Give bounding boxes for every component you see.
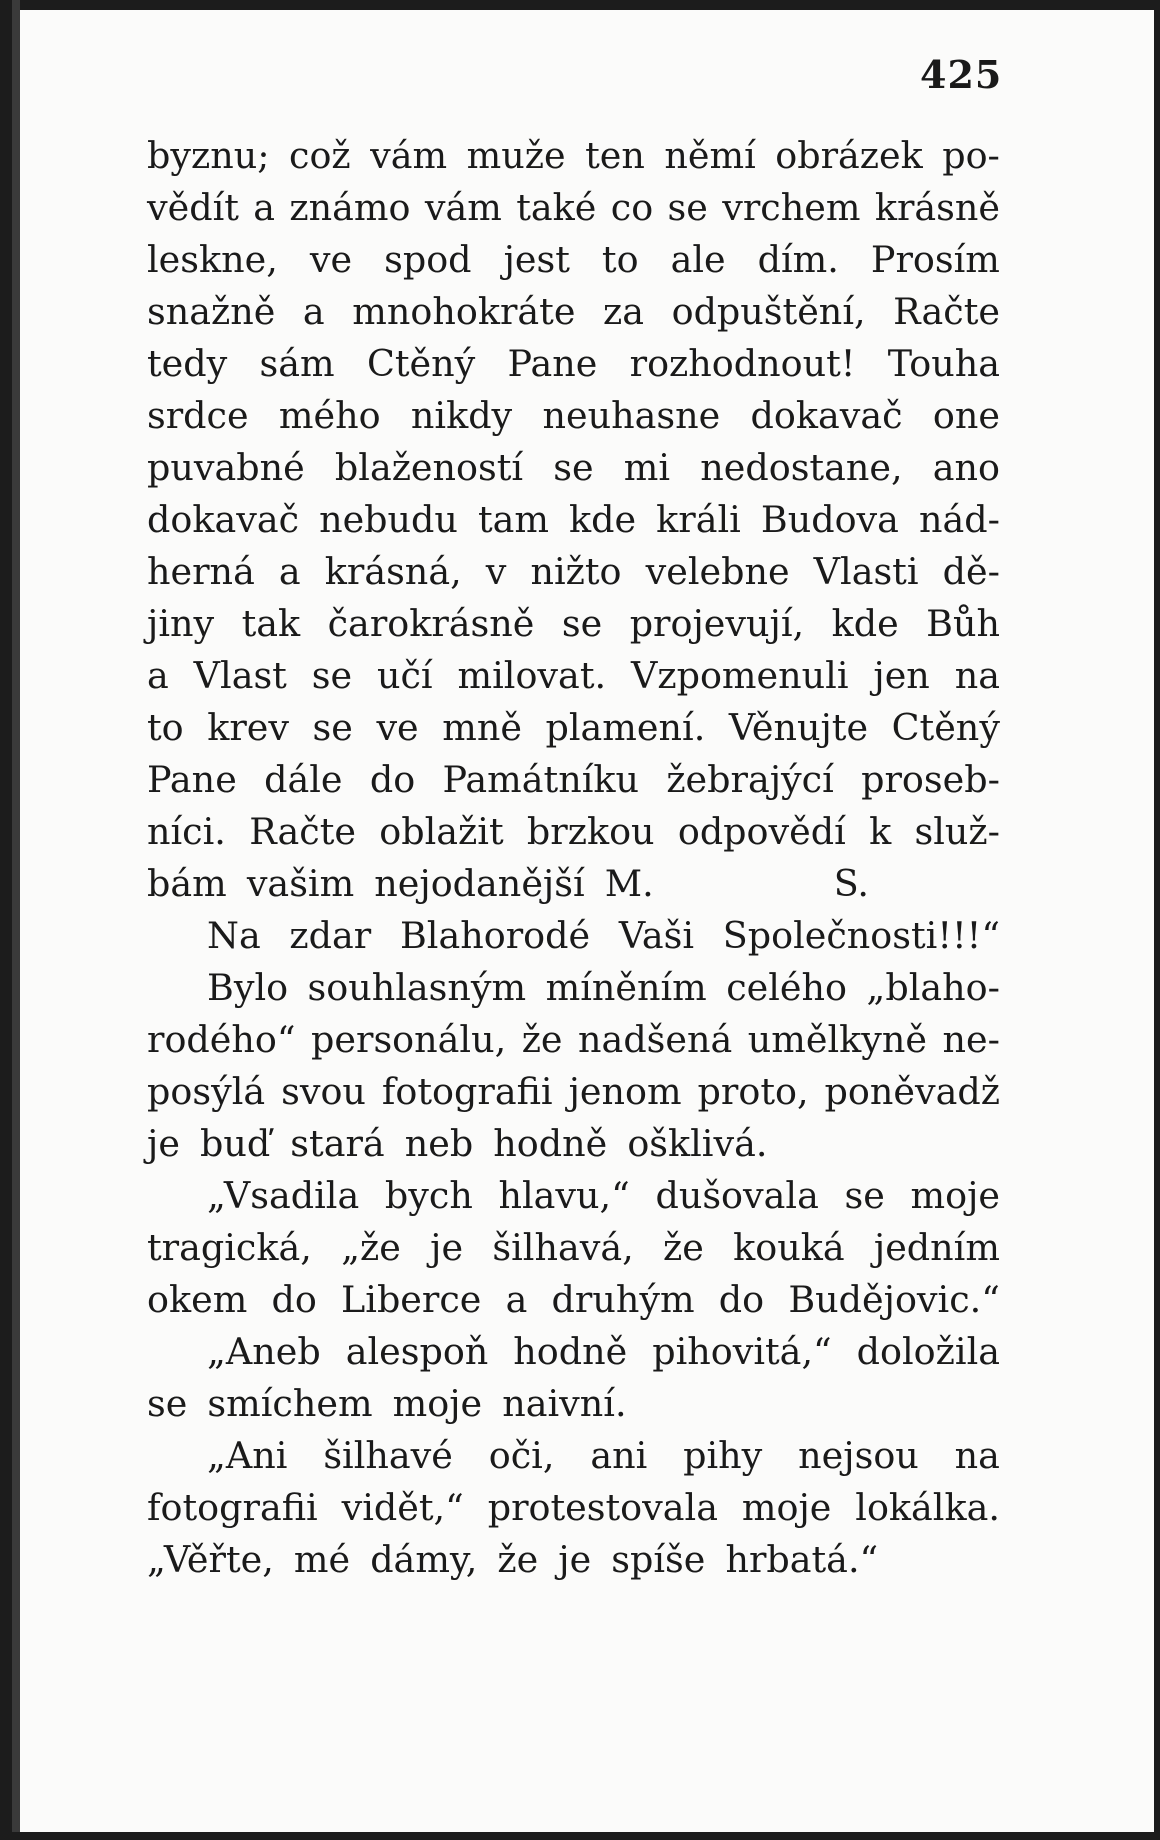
text-line: tedy sám Ctěný Pane rozhodnout! Touha [147,342,1000,385]
scan-border-bottom [0,1832,1160,1840]
text-line: bám vašim nejodanější M. S. [147,862,869,905]
text-line: Bylo souhlasným míněním celého „blaho- [207,966,1000,1009]
text-line: Na zdar Blahorodé Vaši Společnosti!!!“ [207,914,1000,957]
scan-border-left-shadow [12,0,20,1840]
text-line: tragická, „že je šilhavá, že kouká jedním [147,1226,1000,1269]
text-line: „Věřte, mé dámy, že je spíše hrbatá.“ [147,1538,879,1581]
text-line: fotografii vidět,“ protestovala moje lokálka. [147,1486,1000,1529]
text-line: „Ani šilhavé oči, ani pihy nejsou na [207,1434,1000,1477]
scan-border-right [1154,0,1160,1840]
text-line: vědít a známo vám také co se vrchem krásně [147,186,1000,229]
text-line: níci. Račte oblažit brzkou odpovědí k služ- [147,810,1000,853]
text-line: srdce mého nikdy neuhasne dokavač one [147,394,1000,437]
text-line: to krev se ve mně plamení. Věnujte Ctěný [147,706,1000,749]
text-line: je buď stará neb hodně ošklivá. [147,1122,768,1165]
text-line: se smíchem moje naivní. [147,1382,627,1425]
page-number: 425 [920,52,1003,97]
text-line: leskne, ve spod jest to ale dím. Prosím [147,238,1000,281]
text-line: „Vsadila bych hlavu,“ dušovala se moje [207,1174,1000,1217]
text-line: Pane dále do Památníku žebrajýcí proseb- [147,758,1000,801]
text-line: byznu; což vám muže ten němí obrázek po- [147,134,1000,177]
text-line: snažně a mnohokráte za odpuštění, Račte [147,290,1000,333]
scan-border-top [0,0,1160,10]
text-line: a Vlast se učí milovat. Vzpomenuli jen na [147,654,1000,697]
text-line: jiny tak čarokrásně se projevují, kde Bůh [147,602,1000,645]
page-text [147,130,1000,1586]
text-line: „Aneb alespoň hodně pihovitá,“ doložila [207,1330,1000,1373]
text-line: okem do Liberce a druhým do Budějovic.“ [147,1278,1000,1321]
scan-border-left [0,0,12,1840]
text-line: posýlá svou fotografii jenom proto, poněvadž [147,1070,1000,1113]
text-line: dokavač nebudu tam kde králi Budova nád- [147,498,1000,541]
text-line: puvabné blažeností se mi nedostane, ano [147,446,1000,489]
text-line: herná a krásná, v nižto velebne Vlasti dě- [147,550,1000,593]
text-line: rodého“ personálu, že nadšená umělkyně ne- [147,1018,1000,1061]
